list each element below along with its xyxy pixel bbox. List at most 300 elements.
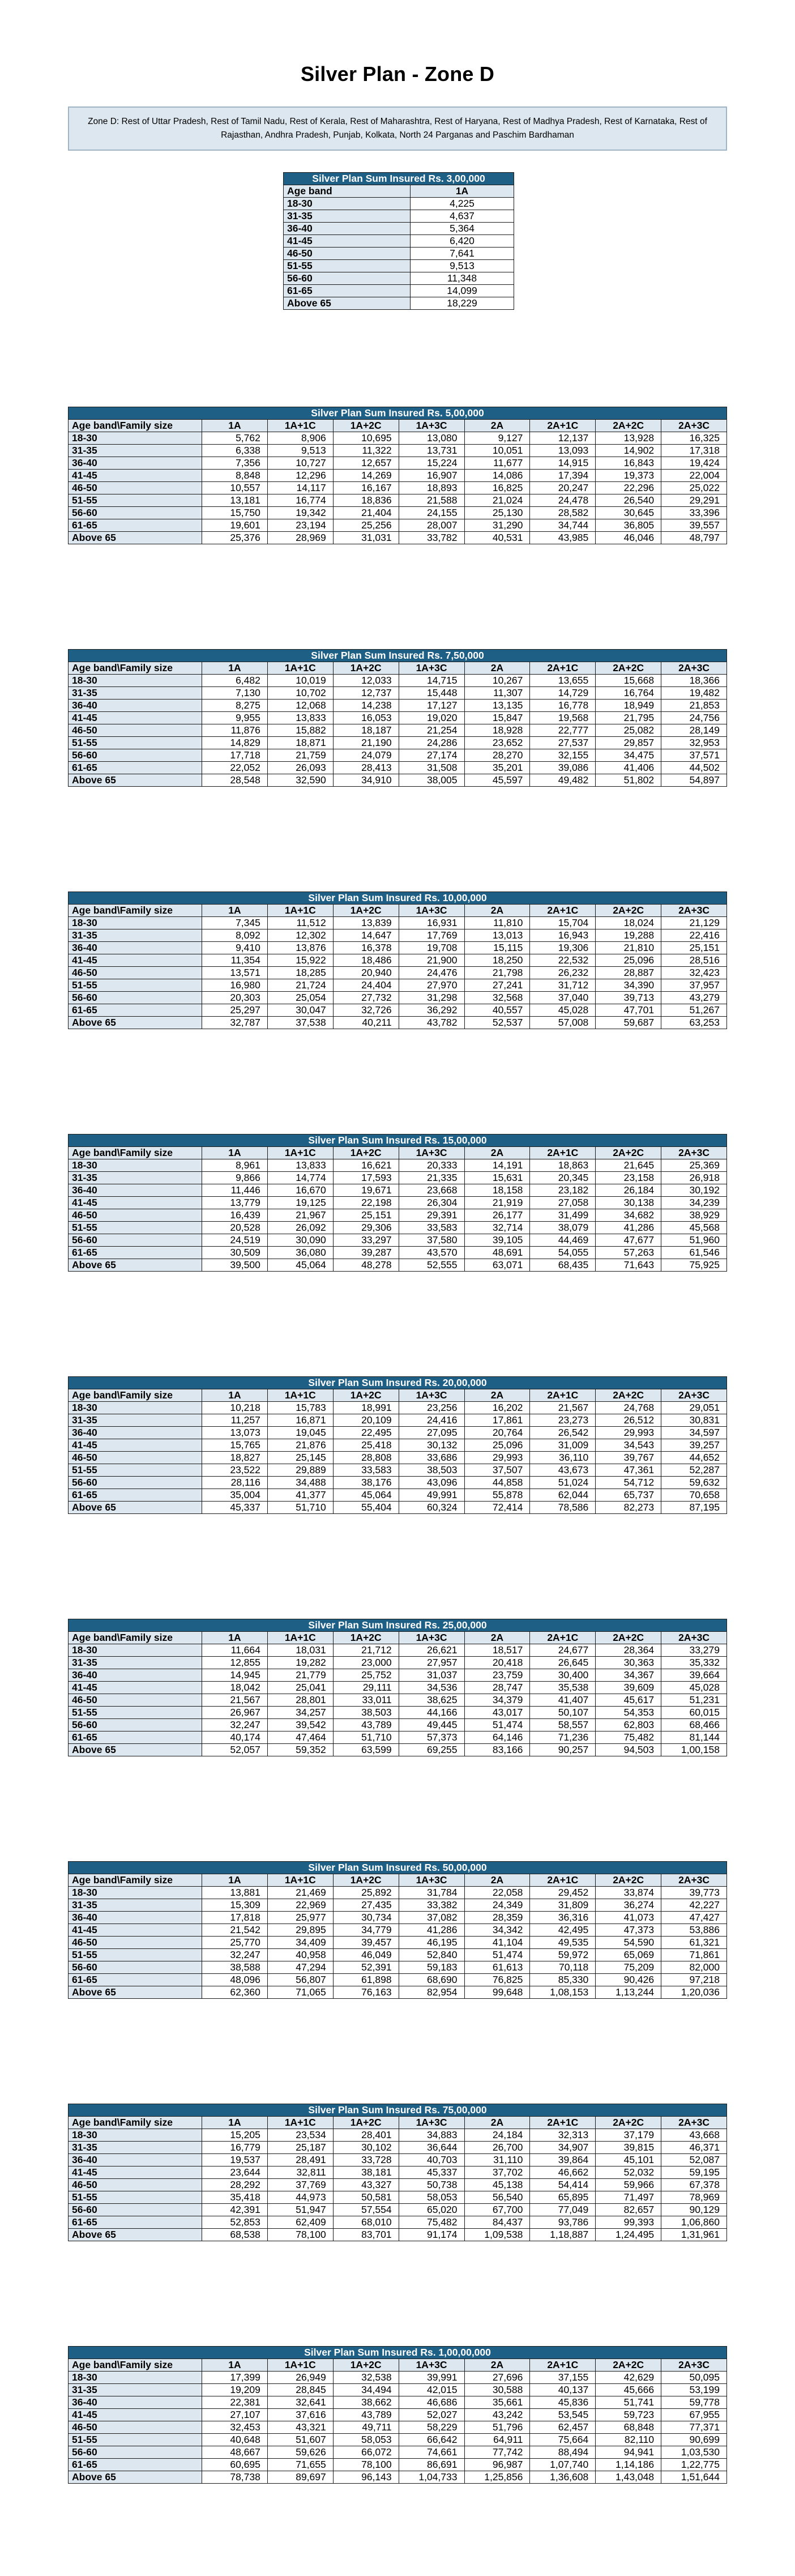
column-header-family-size: 2A+3C xyxy=(661,2117,727,2129)
premium-cell: 18,366 xyxy=(661,675,727,687)
premium-cell: 24,416 xyxy=(399,1414,464,1427)
table-row xyxy=(69,1912,727,1924)
premium-cell: 14,915 xyxy=(530,457,596,470)
table-row xyxy=(69,2142,727,2154)
premium-cell: 16,980 xyxy=(202,979,268,992)
premium-cell: 43,668 xyxy=(661,2129,727,2142)
column-header-family-size: 1A+3C xyxy=(399,2359,464,2372)
table-row xyxy=(69,2409,727,2421)
premium-cell: 18,517 xyxy=(464,1644,530,1657)
table-caption-row xyxy=(69,2347,727,2359)
rate-table xyxy=(68,892,727,1029)
premium-cell: 9,410 xyxy=(202,942,268,954)
premium-cell: 62,409 xyxy=(267,2216,333,2229)
column-header-family-size: 1A xyxy=(202,420,268,432)
age-band-label: 18-30 xyxy=(69,432,202,445)
premium-cell: 68,466 xyxy=(661,1719,727,1731)
table-row xyxy=(69,2179,727,2191)
premium-cell: 50,581 xyxy=(333,2191,399,2204)
premium-cell: 15,631 xyxy=(464,1172,530,1184)
premium-cell: 75,482 xyxy=(399,2216,464,2229)
premium-cell: 31,784 xyxy=(399,1887,464,1899)
age-band-label: 36-40 xyxy=(69,2154,202,2166)
premium-cell: 61,546 xyxy=(661,1247,727,1259)
table-row xyxy=(69,774,727,787)
premium-cell: 90,699 xyxy=(661,2434,727,2446)
table-row xyxy=(69,967,727,979)
premium-cell: 51,474 xyxy=(464,1949,530,1961)
rate-table xyxy=(68,1861,727,1999)
premium-cell: 60,324 xyxy=(399,1502,464,1514)
age-band-label: 46-50 xyxy=(69,1452,202,1464)
premium-cell: 46,662 xyxy=(530,2166,596,2179)
age-band-label: 51-55 xyxy=(69,979,202,992)
premium-cell: 40,703 xyxy=(399,2154,464,2166)
column-header-family-size: 1A+3C xyxy=(399,662,464,675)
column-header-family-size: 2A+2C xyxy=(596,1632,661,1644)
premium-cell: 27,696 xyxy=(464,2372,530,2384)
rate-table xyxy=(68,1619,727,1756)
premium-cell: 21,795 xyxy=(596,712,661,724)
premium-cell: 34,488 xyxy=(267,1477,333,1489)
column-header-family-size: 1A+1C xyxy=(267,1632,333,1644)
premium-cell: 14,774 xyxy=(267,1172,333,1184)
premium-cell: 21,190 xyxy=(333,737,399,749)
premium-cell: 28,801 xyxy=(267,1694,333,1707)
table-row xyxy=(69,942,727,954)
premium-cell: 34,390 xyxy=(596,979,661,992)
table-row xyxy=(69,1682,727,1694)
premium-cell: 71,643 xyxy=(596,1259,661,1272)
age-band-label: 56-60 xyxy=(284,272,411,285)
column-header-family-size: 2A xyxy=(464,1874,530,1887)
premium-cell: 47,464 xyxy=(267,1731,333,1744)
table-row xyxy=(69,724,727,737)
premium-cell: 13,833 xyxy=(267,1159,333,1172)
premium-cell: 27,970 xyxy=(399,979,464,992)
table-row xyxy=(69,2229,727,2241)
table-header-row xyxy=(69,420,727,432)
column-header-family-size: 1A xyxy=(202,1874,268,1887)
premium-cell: 43,789 xyxy=(333,1719,399,1731)
premium-cell: 1,31,961 xyxy=(661,2229,727,2241)
premium-cell: 37,702 xyxy=(464,2166,530,2179)
premium-cell: 43,242 xyxy=(464,2409,530,2421)
premium-cell: 63,599 xyxy=(333,1744,399,1756)
premium-cell: 40,174 xyxy=(202,1731,268,1744)
premium-cell: 22,969 xyxy=(267,1899,333,1912)
premium-cell: 16,325 xyxy=(661,432,727,445)
column-header-family-size: 2A+2C xyxy=(596,1147,661,1159)
column-header-family-size: 1A+3C xyxy=(399,420,464,432)
table-row xyxy=(69,1414,727,1427)
premium-cell: 51,267 xyxy=(661,1004,727,1017)
premium-cell: 99,648 xyxy=(464,1986,530,1999)
table-row xyxy=(69,762,727,774)
premium-cell: 86,691 xyxy=(399,2459,464,2471)
column-header-family-size: 2A xyxy=(464,2359,530,2372)
column-header-family-size: 2A xyxy=(464,2117,530,2129)
column-header-age-family: Age band\Family size xyxy=(69,662,202,675)
table-row xyxy=(69,1887,727,1899)
table-row xyxy=(69,1502,727,1514)
column-header-family-size: 1A+1C xyxy=(267,1147,333,1159)
premium-cell: 36,274 xyxy=(596,1899,661,1912)
premium-cell: 8,848 xyxy=(202,470,268,482)
premium-cell: 32,313 xyxy=(530,2129,596,2142)
table-row xyxy=(284,260,514,272)
column-header-family-size: 2A+3C xyxy=(661,905,727,917)
age-band-label: 46-50 xyxy=(69,2179,202,2191)
premium-cell: 54,712 xyxy=(596,1477,661,1489)
premium-cell: 28,747 xyxy=(464,1682,530,1694)
premium-cell: 33,728 xyxy=(333,2154,399,2166)
premium-cell: 75,209 xyxy=(596,1961,661,1974)
premium-cell: 12,302 xyxy=(267,929,333,942)
column-header-family-size: 1A+3C xyxy=(399,1389,464,1402)
age-band-label: 61-65 xyxy=(69,2459,202,2471)
premium-cell: 14,086 xyxy=(464,470,530,482)
table-row xyxy=(69,1427,727,1439)
premium-cell: 57,554 xyxy=(333,2204,399,2216)
premium-cell: 30,102 xyxy=(333,2142,399,2154)
premium-cell: 29,895 xyxy=(267,1924,333,1937)
premium-cell: 78,586 xyxy=(530,1502,596,1514)
age-band-label: 41-45 xyxy=(69,1439,202,1452)
premium-cell: 96,987 xyxy=(464,2459,530,2471)
premium-cell: 13,013 xyxy=(464,929,530,942)
premium-cell: 26,540 xyxy=(596,494,661,507)
premium-cell: 16,621 xyxy=(333,1159,399,1172)
premium-cell: 12,855 xyxy=(202,1657,268,1669)
premium-cell: 37,538 xyxy=(267,1017,333,1029)
premium-cell: 39,542 xyxy=(267,1719,333,1731)
premium-cell: 56,807 xyxy=(267,1974,333,1986)
premium-cell: 38,176 xyxy=(333,1477,399,1489)
premium-cell: 71,497 xyxy=(596,2191,661,2204)
premium-cell: 43,782 xyxy=(399,1017,464,1029)
table-row xyxy=(69,1489,727,1502)
premium-cell: 71,655 xyxy=(267,2459,333,2471)
premium-cell: 21,853 xyxy=(661,700,727,712)
column-header-family-size: 2A+1C xyxy=(530,1389,596,1402)
premium-cell: 34,883 xyxy=(399,2129,464,2142)
premium-cell: 13,881 xyxy=(202,1887,268,1899)
table-caption: Silver Plan Sum Insured Rs. 3,00,000 xyxy=(284,173,514,185)
premium-cell: 15,205 xyxy=(202,2129,268,2142)
premium-cell: 68,010 xyxy=(333,2216,399,2229)
table-caption-row xyxy=(69,1619,727,1632)
column-header-family-size: 2A+1C xyxy=(530,1147,596,1159)
premium-cell: 26,542 xyxy=(530,1427,596,1439)
premium-cell: 30,090 xyxy=(267,1234,333,1247)
premium-cell: 25,082 xyxy=(596,724,661,737)
premium-cell: 1,14,186 xyxy=(596,2459,661,2471)
premium-cell: 12,737 xyxy=(333,687,399,700)
age-band-label: 18-30 xyxy=(69,2372,202,2384)
premium-cell: 15,882 xyxy=(267,724,333,737)
table-row xyxy=(69,1464,727,1477)
premium-cell: 52,555 xyxy=(399,1259,464,1272)
premium-cell: 82,954 xyxy=(399,1986,464,1999)
premium-cell: 40,531 xyxy=(464,532,530,544)
table-caption: Silver Plan Sum Insured Rs. 15,00,000 xyxy=(69,1135,727,1147)
premium-cell: 53,545 xyxy=(530,2409,596,2421)
premium-cell: 35,201 xyxy=(464,762,530,774)
column-header-family-size: 1A+1C xyxy=(267,2359,333,2372)
premium-cell: 43,017 xyxy=(464,1707,530,1719)
table-row xyxy=(284,223,514,235)
age-band-label: 36-40 xyxy=(69,1427,202,1439)
premium-cell: 18,229 xyxy=(411,297,514,310)
table-row xyxy=(69,1707,727,1719)
age-band-label: Above 65 xyxy=(69,532,202,544)
premium-cell: 25,369 xyxy=(661,1159,727,1172)
premium-cell: 62,803 xyxy=(596,1719,661,1731)
premium-cell: 8,092 xyxy=(202,929,268,942)
table-row xyxy=(69,1004,727,1017)
premium-cell: 39,105 xyxy=(464,1234,530,1247)
premium-cell: 8,906 xyxy=(267,432,333,445)
premium-cell: 50,107 xyxy=(530,1707,596,1719)
premium-cell: 10,019 xyxy=(267,675,333,687)
premium-cell: 10,557 xyxy=(202,482,268,494)
premium-cell: 1,08,153 xyxy=(530,1986,596,1999)
column-header-family-size: 2A+2C xyxy=(596,2117,661,2129)
premium-cell: 12,033 xyxy=(333,675,399,687)
table-row xyxy=(69,1247,727,1259)
age-band-label: 51-55 xyxy=(69,1707,202,1719)
premium-cell: 51,741 xyxy=(596,2396,661,2409)
premium-cell: 28,413 xyxy=(333,762,399,774)
premium-cell: 13,073 xyxy=(202,1427,268,1439)
age-band-label: 31-35 xyxy=(69,2384,202,2396)
column-header-family-size: 1A+2C xyxy=(333,1874,399,1887)
premium-cell: 24,079 xyxy=(333,749,399,762)
zone-description xyxy=(68,106,727,151)
premium-cell: 34,379 xyxy=(464,1694,530,1707)
column-header-age-family: Age band\Family size xyxy=(69,2117,202,2129)
premium-cell: 33,782 xyxy=(399,532,464,544)
premium-cell: 48,278 xyxy=(333,1259,399,1272)
table-header-row xyxy=(69,1632,727,1644)
premium-cell: 24,768 xyxy=(596,1402,661,1414)
premium-cell: 58,557 xyxy=(530,1719,596,1731)
premium-cell: 21,645 xyxy=(596,1159,661,1172)
premium-cell: 15,922 xyxy=(267,954,333,967)
premium-cell: 37,507 xyxy=(464,1464,530,1477)
premium-cell: 71,065 xyxy=(267,1986,333,1999)
table-caption: Silver Plan Sum Insured Rs. 20,00,000 xyxy=(69,1377,727,1389)
premium-cell: 52,391 xyxy=(333,1961,399,1974)
premium-cell: 38,181 xyxy=(333,2166,399,2179)
premium-cell: 18,871 xyxy=(267,737,333,749)
premium-cell: 25,376 xyxy=(202,532,268,544)
premium-cell: 14,269 xyxy=(333,470,399,482)
premium-cell: 25,892 xyxy=(333,1887,399,1899)
premium-cell: 25,770 xyxy=(202,1937,268,1949)
premium-cell: 32,155 xyxy=(530,749,596,762)
column-header-family-size: 2A+3C xyxy=(661,1147,727,1159)
column-header-family-size: 1A+2C xyxy=(333,1147,399,1159)
table-row xyxy=(69,1961,727,1974)
premium-cell: 11,664 xyxy=(202,1644,268,1657)
premium-cell: 16,670 xyxy=(267,1184,333,1197)
premium-cell: 18,949 xyxy=(596,700,661,712)
table-row xyxy=(69,1974,727,1986)
premium-cell: 29,291 xyxy=(661,494,727,507)
table-row xyxy=(69,1184,727,1197)
table-row xyxy=(69,1899,727,1912)
premium-cell: 37,155 xyxy=(530,2372,596,2384)
premium-cell: 75,664 xyxy=(530,2434,596,2446)
premium-cell: 42,391 xyxy=(202,2204,268,2216)
premium-cell: 23,759 xyxy=(464,1669,530,1682)
premium-cell: 10,267 xyxy=(464,675,530,687)
premium-cell: 31,508 xyxy=(399,762,464,774)
premium-cell: 6,420 xyxy=(411,235,514,248)
premium-cell: 34,367 xyxy=(596,1669,661,1682)
premium-cell: 60,695 xyxy=(202,2459,268,2471)
premium-cell: 62,044 xyxy=(530,1489,596,1502)
premium-cell: 13,571 xyxy=(202,967,268,979)
premium-cell: 18,486 xyxy=(333,954,399,967)
premium-cell: 19,424 xyxy=(661,457,727,470)
premium-cell: 39,815 xyxy=(596,2142,661,2154)
premium-cell: 43,096 xyxy=(399,1477,464,1489)
rate-table xyxy=(68,1376,727,1514)
age-band-label: 31-35 xyxy=(69,1414,202,1427)
table-caption-row xyxy=(284,173,514,185)
premium-cell: 28,887 xyxy=(596,967,661,979)
premium-cell: 26,918 xyxy=(661,1172,727,1184)
premium-cell: 20,764 xyxy=(464,1427,530,1439)
premium-cell: 69,255 xyxy=(399,1744,464,1756)
premium-cell: 23,644 xyxy=(202,2166,268,2179)
premium-cell: 45,138 xyxy=(464,2179,530,2191)
premium-cell: 7,345 xyxy=(202,917,268,929)
column-header-family-size: 1A+1C xyxy=(267,2117,333,2129)
premium-cell: 18,893 xyxy=(399,482,464,494)
premium-cell: 67,955 xyxy=(661,2409,727,2421)
table-row xyxy=(69,2471,727,2484)
table-row xyxy=(69,1477,727,1489)
column-header-family-size: 1A+1C xyxy=(267,1389,333,1402)
premium-cell: 40,137 xyxy=(530,2384,596,2396)
table-row xyxy=(69,445,727,457)
premium-cell: 17,127 xyxy=(399,700,464,712)
table-row xyxy=(69,1657,727,1669)
column-header-family-size: 2A xyxy=(464,662,530,675)
premium-cell: 21,542 xyxy=(202,1924,268,1937)
premium-cell: 61,321 xyxy=(661,1937,727,1949)
table-caption-row xyxy=(69,650,727,662)
premium-cell: 1,13,244 xyxy=(596,1986,661,1999)
premium-cell: 59,626 xyxy=(267,2446,333,2459)
column-header-family-size: 1A+2C xyxy=(333,905,399,917)
premium-cell: 71,236 xyxy=(530,1731,596,1744)
premium-cell: 71,861 xyxy=(661,1949,727,1961)
age-band-label: 51-55 xyxy=(69,1949,202,1961)
premium-cell: 40,958 xyxy=(267,1949,333,1961)
premium-cell: 78,100 xyxy=(267,2229,333,2241)
column-header-family-size: 1A+2C xyxy=(333,420,399,432)
premium-cell: 35,538 xyxy=(530,1682,596,1694)
age-band-label: 36-40 xyxy=(69,457,202,470)
table-row xyxy=(284,297,514,310)
premium-cell: 25,145 xyxy=(267,1452,333,1464)
premium-cell: 31,009 xyxy=(530,1439,596,1452)
premium-cell: 26,177 xyxy=(464,1209,530,1222)
premium-cell: 63,071 xyxy=(464,1259,530,1272)
table-row xyxy=(69,1986,727,1999)
premium-cell: 32,247 xyxy=(202,1719,268,1731)
premium-cell: 24,155 xyxy=(399,507,464,519)
table-row xyxy=(69,2459,727,2471)
premium-cell: 57,373 xyxy=(399,1731,464,1744)
premium-cell: 54,590 xyxy=(596,1937,661,1949)
premium-cell: 43,985 xyxy=(530,532,596,544)
premium-cell: 38,005 xyxy=(399,774,464,787)
premium-cell: 49,991 xyxy=(399,1489,464,1502)
premium-cell: 90,426 xyxy=(596,1974,661,1986)
table-row xyxy=(69,737,727,749)
premium-cell: 22,296 xyxy=(596,482,661,494)
table-row xyxy=(69,2434,727,2446)
premium-cell: 60,015 xyxy=(661,1707,727,1719)
premium-cell: 29,111 xyxy=(333,1682,399,1694)
premium-cell: 34,907 xyxy=(530,2142,596,2154)
premium-cell: 97,218 xyxy=(661,1974,727,1986)
premium-cell: 26,092 xyxy=(267,1222,333,1234)
premium-cell: 1,36,608 xyxy=(530,2471,596,2484)
premium-cell: 34,910 xyxy=(333,774,399,787)
rate-table xyxy=(68,649,727,787)
premium-cell: 31,298 xyxy=(399,992,464,1004)
premium-cell: 85,330 xyxy=(530,1974,596,1986)
premium-cell: 21,404 xyxy=(333,507,399,519)
table-row xyxy=(69,1644,727,1657)
premium-cell: 1,07,740 xyxy=(530,2459,596,2471)
premium-cell: 53,886 xyxy=(661,1924,727,1937)
page-title: Silver Plan - Zone D xyxy=(300,62,495,86)
table-row xyxy=(69,954,727,967)
premium-cell: 18,928 xyxy=(464,724,530,737)
premium-cell: 18,827 xyxy=(202,1452,268,1464)
premium-cell: 34,744 xyxy=(530,519,596,532)
premium-cell: 33,297 xyxy=(333,1234,399,1247)
table-row xyxy=(69,1949,727,1961)
premium-cell: 25,022 xyxy=(661,482,727,494)
premium-cell: 19,209 xyxy=(202,2384,268,2396)
premium-cell: 14,647 xyxy=(333,929,399,942)
premium-cell: 16,202 xyxy=(464,1402,530,1414)
premium-cell: 15,704 xyxy=(530,917,596,929)
premium-cell: 34,342 xyxy=(464,1924,530,1937)
premium-cell: 13,833 xyxy=(267,712,333,724)
premium-cell: 75,482 xyxy=(596,1731,661,1744)
premium-cell: 49,711 xyxy=(333,2421,399,2434)
premium-cell: 35,332 xyxy=(661,1657,727,1669)
premium-cell: 30,734 xyxy=(333,1912,399,1924)
premium-cell: 1,43,048 xyxy=(596,2471,661,2484)
premium-cell: 41,377 xyxy=(267,1489,333,1502)
premium-cell: 83,166 xyxy=(464,1744,530,1756)
table-row xyxy=(69,700,727,712)
premium-cell: 12,657 xyxy=(333,457,399,470)
premium-cell: 23,256 xyxy=(399,1402,464,1414)
premium-cell: 34,597 xyxy=(661,1427,727,1439)
